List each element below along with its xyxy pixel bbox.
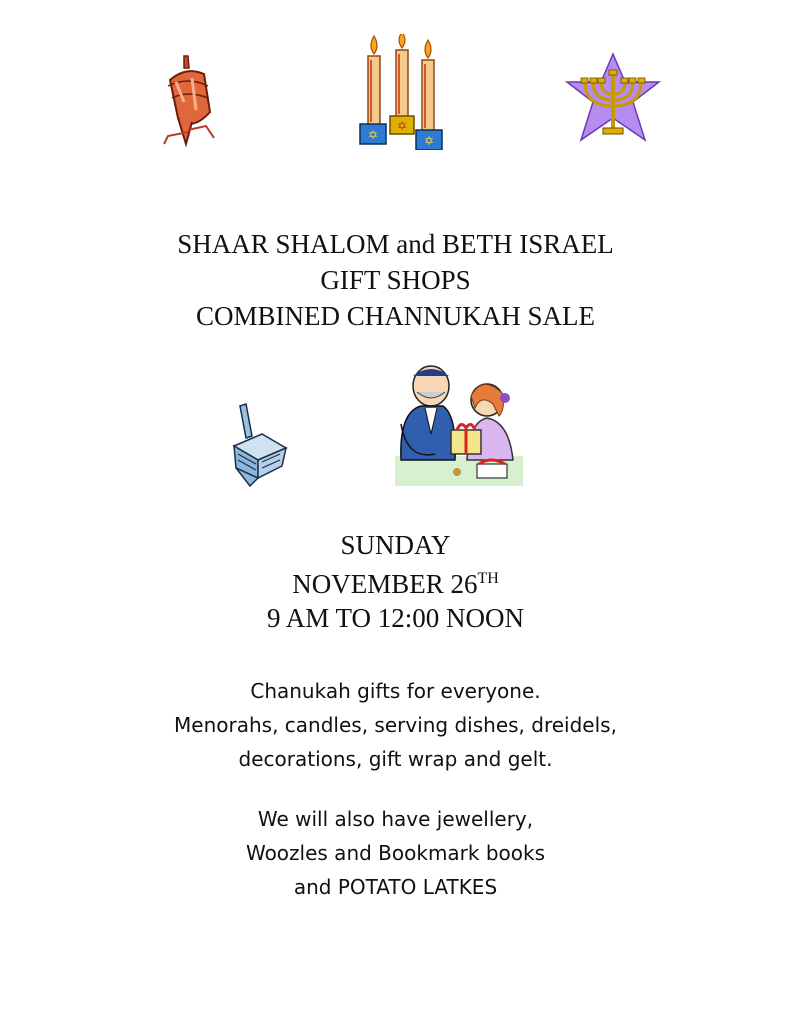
gift-description	[0, 674, 791, 776]
extra-line-1: We will also have jewellery,	[257, 807, 534, 831]
title-line-1: SHAAR SHALOM and BETH ISRAEL	[177, 229, 614, 259]
event-day: SUNDAY	[340, 530, 451, 560]
dreidel-icon	[158, 52, 224, 152]
svg-text:✡: ✡	[423, 134, 435, 148]
extra-line-2: Woozles and Bookmark books	[245, 841, 546, 865]
gift-line-1: Chanukah gifts for everyone.	[250, 679, 541, 703]
svg-text:✡: ✡	[367, 128, 379, 142]
menorah-star-icon	[563, 52, 663, 148]
event-time: 9 AM TO 12:00 NOON	[266, 603, 525, 633]
blue-dreidel-icon	[228, 402, 292, 488]
title-line-3: COMBINED CHANNUKAH SALE	[195, 301, 595, 331]
event-date-main: NOVEMBER 26	[292, 569, 478, 599]
extra-line-3: and POTATO LATKES	[293, 875, 498, 899]
flyer-title	[0, 226, 791, 334]
event-date	[0, 562, 791, 601]
title-line-2: GIFT SHOPS	[320, 265, 471, 295]
gift-line-2: Menorahs, candles, serving dishes, dreidels,	[174, 713, 617, 737]
event-date-suffix: TH	[477, 570, 499, 587]
gift-line-3: decorations, gift wrap and gelt.	[238, 747, 553, 771]
extra-items	[0, 802, 791, 904]
gift-giving-icon	[395, 364, 525, 488]
candles-icon	[358, 34, 444, 150]
event-details	[0, 528, 791, 635]
svg-text:✡: ✡	[396, 119, 408, 133]
